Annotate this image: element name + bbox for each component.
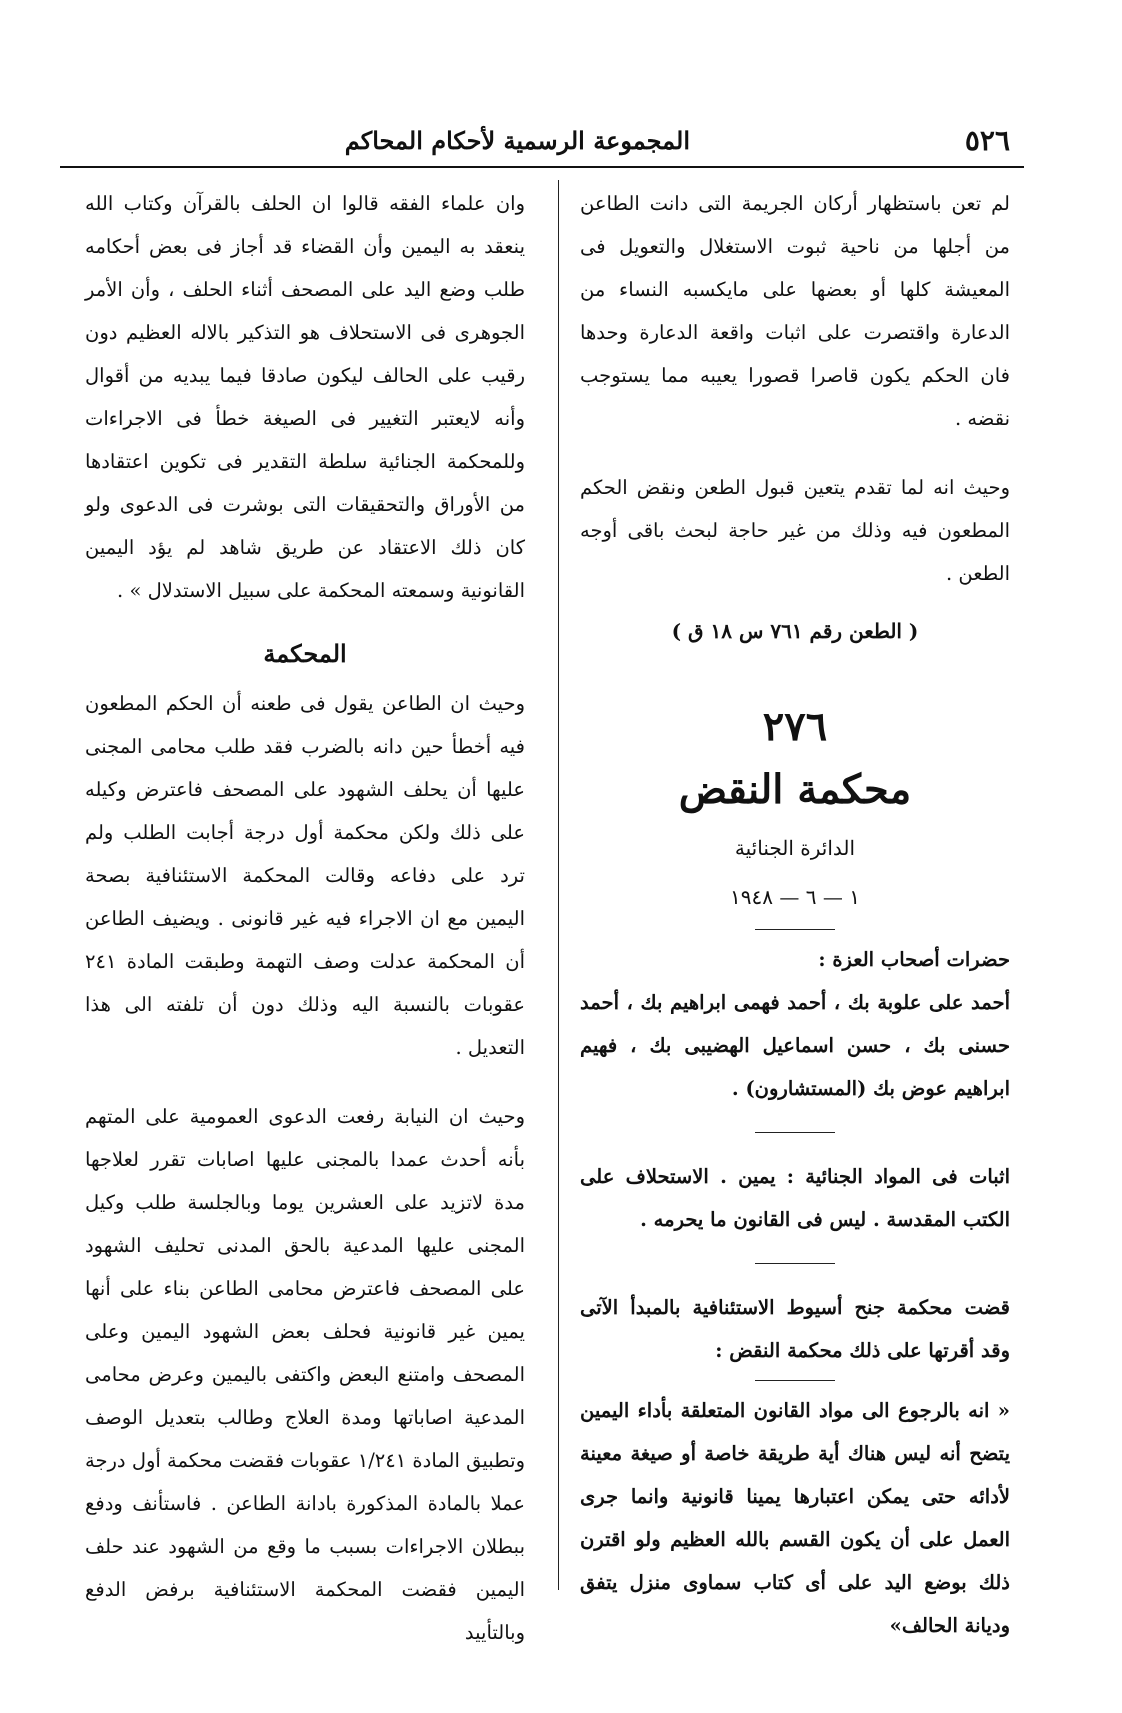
headnote: اثبات فى المواد الجنائية : يمين . الاستحلاف على الكتب المقدسة . ليس فى القانون ما يحرمه . [580,1165,1010,1231]
principle-text: « انه بالرجوع الى مواد القانون المتعلقة بأداء اليمين يتضح أنه ليس هناك أية طريقة خاصة أو صيغة معينة لأدائه حتى يمكن اعتبارها يمينا قانونية وانما جرى العمل على أن يكون القسم بالله العظيم ولو اقترن ذلك بوضع اليد على أى كتاب سماوى منزل يتفق وديانة الحالف» [580,1399,1010,1637]
left-paragraph-2: وحيث ان الطاعن يقول فى طعنه أن الحكم المطعون فيه أخطأ حين دانه بالضرب فقد طلب محامى المجنى عليها أن يحلف الشهود على المصحف فاعترض وكيله على ذلك ولكن محكمة أول درجة أجابت الطلب ولم ترد على دفاعه وقالت المحكمة الاستئنافية بصحة اليمين مع ان الاجراء فيه غير قانونى . ويضيف الطاعن أن المحكمة عدلت وصف التهمة وطبقت المادة ٢٤١ عقوبات بالنسبة اليه وذلك دون أن تلفته الى هذا التعديل . [85,692,525,1059]
separator-rule [755,929,835,930]
circuit-name: الدائرة الجنائية [734,836,856,860]
judges-label: حضرات أصحاب العزة : [818,948,1010,971]
page-header [60,118,1020,158]
case-number: ٢٧٦ [762,703,828,750]
separator-rule [755,1380,835,1381]
right-paragraph-1: لم تعن باستظهار أركان الجريمة التى دانت الطاعن من أجلها من ناحية ثبوت الاستغلال والتعويل فى المعيشة كلها أو بعضها على مايكسبه النساء من الدعارة واقتصرت على اثبات واقعة الدعارة وحدها فان الحكم يكون قاصرا قصورا يعيبه مما يستوجب نقضه . [580,192,1010,430]
court-name: محكمة النقض [678,766,912,813]
header-rule [60,166,1024,168]
separator-rule [755,1263,835,1264]
separator-rule [755,1132,835,1133]
principle-intro: قضت محكمة جنح أسيوط الاستئنافية بالمبدأ الآتى وقد أقرتها على ذلك محكمة النقض : [580,1296,1010,1362]
right-paragraph-2: وحيث انه لما تقدم يتعين قبول الطعن ونقض الحكم المطعون فيه وذلك من غير حاجة لبحث باقى أوجه الطعن . [580,476,1010,585]
judges-list: أحمد على علوبة بك ، أحمد فهمى ابراهيم بك ، أحمد حسنى بك ، حسن اسماعيل الهضيبى بك ، فهيم ابراهيم عوض بك (المستشارون) . [580,991,1010,1100]
section-heading: المحكمة [263,639,347,668]
right-column [580,182,1010,1647]
case-date: ١ — ٦ — ١٩٤٨ [730,885,860,909]
page-number: ٥٢٦ [964,124,1010,157]
case-citation: ( الطعن رقم ٧٦١ س ١٨ ق ) [671,619,919,643]
left-column [85,182,525,1654]
left-paragraph-1: وان علماء الفقه قالوا ان الحلف بالقرآن وكتاب الله ينعقد به اليمين وأن القضاء قد أجاز فى بعض أحكامه طلب وضع اليد على المصحف أثناء الحلف ، وأن الأمر الجوهرى فى الاستحلاف هو التذكير بالاله العظيم دون رقيب على الحالف ليكون صادقا فيما يبديه من أقوال وأنه لايعتبر التغيير فى الصيغة خطأ فى الاجراءات وللمحكمة الجنائية سلطة التقدير فى تكوين اعتقادها من الأوراق والتحقيقات التى بوشرت فى الدعوى ولو كان ذلك الاعتقاد عن طريق شاهد لم يؤد اليمين القانونية وسمعته المحكمة على سبيل الاستدلال » . [85,192,525,602]
running-title: المجموعة الرسمية لأحكام المحاكم [344,126,690,155]
left-paragraph-3: وحيث ان النيابة رفعت الدعوى العمومية على المتهم بأنه أحدث عمدا بالمجنى عليها اصابات تقرر لعلاجها مدة لاتزيد على العشرين يوما وبالجلسة طلب وكيل المجنى عليها المدعية بالحق المدنى تحليف الشهود على المصحف فاعترض محامى الطاعن بناء على أنها يمين غير قانونية فحلف بعض الشهود اليمين وعلى المصحف وامتنع البعض واكتفى باليمين وعرض محامى المدعية اصاباتها ومدة العلاج وطالب بتعديل الوصف وتطبيق المادة ١/٢٤١ عقوبات فقضت محكمة أول درجة عملا بالمادة المذكورة بادانة الطاعن . فاستأنف ودفع ببطلان الاجراءات بسبب ما وقع من الشهود عند حلف اليمين فقضت المحكمة الاستئنافية برفض الدفع وبالتأييد [85,1105,525,1644]
column-divider [558,180,559,1590]
